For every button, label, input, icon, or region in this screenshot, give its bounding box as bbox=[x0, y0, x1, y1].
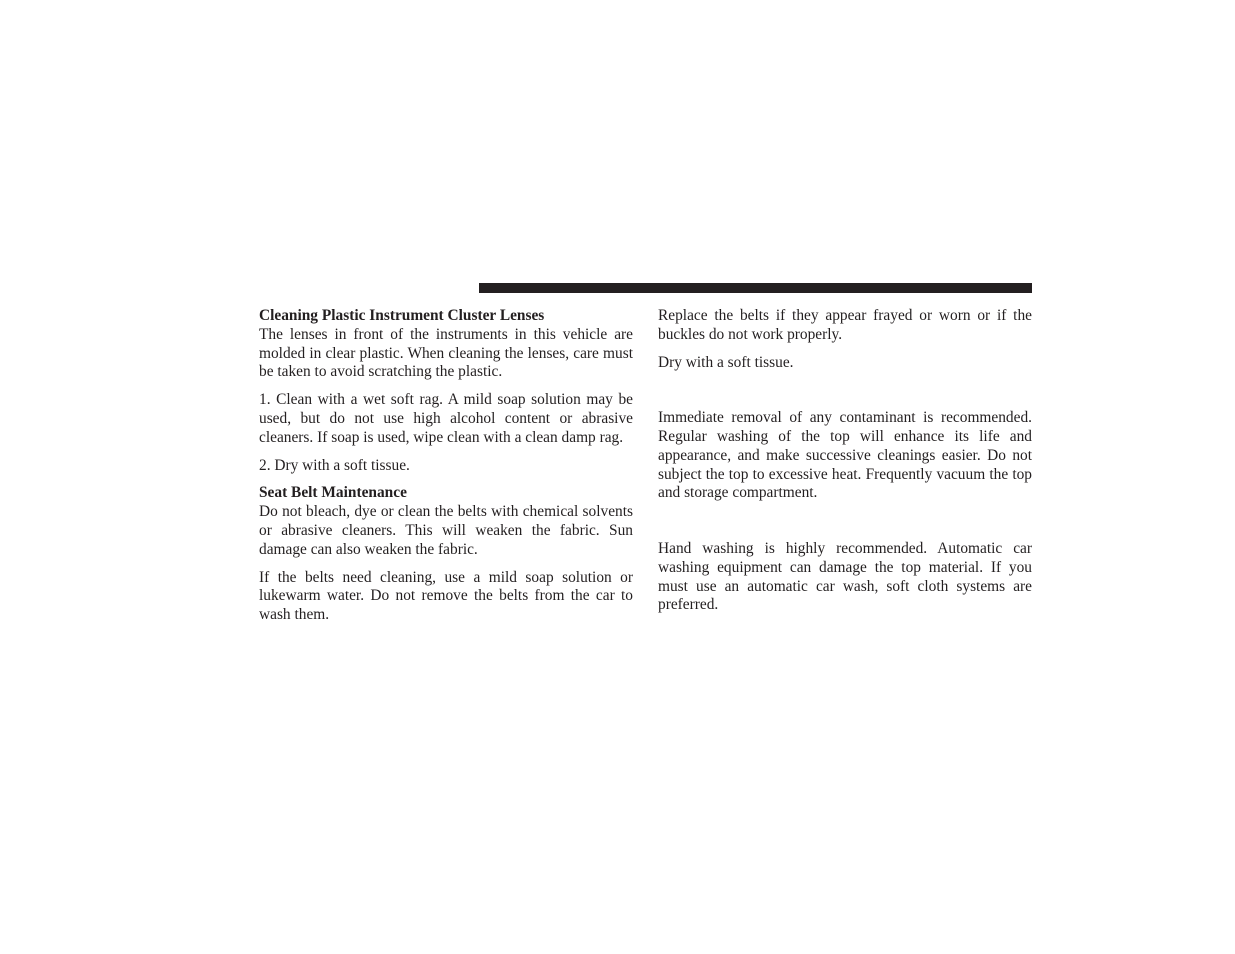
paragraph-seat-belt-intro: Do not bleach, dye or clean the belts with chemical solvents or abrasive cleaners. This will weaken the fabric. Sun damage can also weaken the fabric. bbox=[259, 503, 633, 558]
blank-heading-space-2 bbox=[658, 512, 1032, 531]
header-rule bbox=[479, 283, 1032, 293]
paragraph-dry-tissue: Dry with a soft tissue. bbox=[658, 353, 794, 371]
paragraph-seat-belt-cleaning: If the belts need cleaning, use a mild soap solution or lukewarm water. Do not remove the belts from the car to wash them. bbox=[259, 568, 633, 624]
paragraph-step-2: 2. Dry with a soft tissue. bbox=[259, 456, 410, 474]
right-column bbox=[658, 307, 1032, 624]
section-heading-instrument-lenses: Cleaning Plastic Instrument Cluster Lenses bbox=[259, 307, 545, 324]
paragraph-hand-washing: Hand washing is highly recommended. Automatic car washing equipment can damage the top material. If you must use an automatic car wash, soft cloth systems are preferred. bbox=[658, 539, 1032, 614]
blank-heading-space bbox=[658, 381, 1032, 400]
paragraph-replace-belts: Replace the belts if they appear frayed or worn or if the buckles do not work properly. bbox=[658, 307, 1032, 343]
paragraph-step-1: 1. Clean with a wet soft rag. A mild soap solution may be used, but do not use high alcohol content or abrasive cleaners. If soap is used, wipe clean with a clean damp rag. bbox=[259, 391, 633, 446]
section-heading-seat-belt: Seat Belt Maintenance bbox=[259, 484, 407, 502]
left-column bbox=[259, 307, 633, 634]
paragraph-instrument-lenses-intro: The lenses in front of the instruments in this vehicle are molded in clear plastic. When cleaning the lenses, care must be taken to avoid scratching the plastic. bbox=[259, 325, 633, 381]
paragraph-contaminant-removal: Immediate removal of any contaminant is recommended. Regular washing of the top will enhance its life and appearance, and make successive cleanings easier. Do not subject the top to excessive heat. Frequently vacuum the top and storage compartment. bbox=[658, 409, 1032, 502]
